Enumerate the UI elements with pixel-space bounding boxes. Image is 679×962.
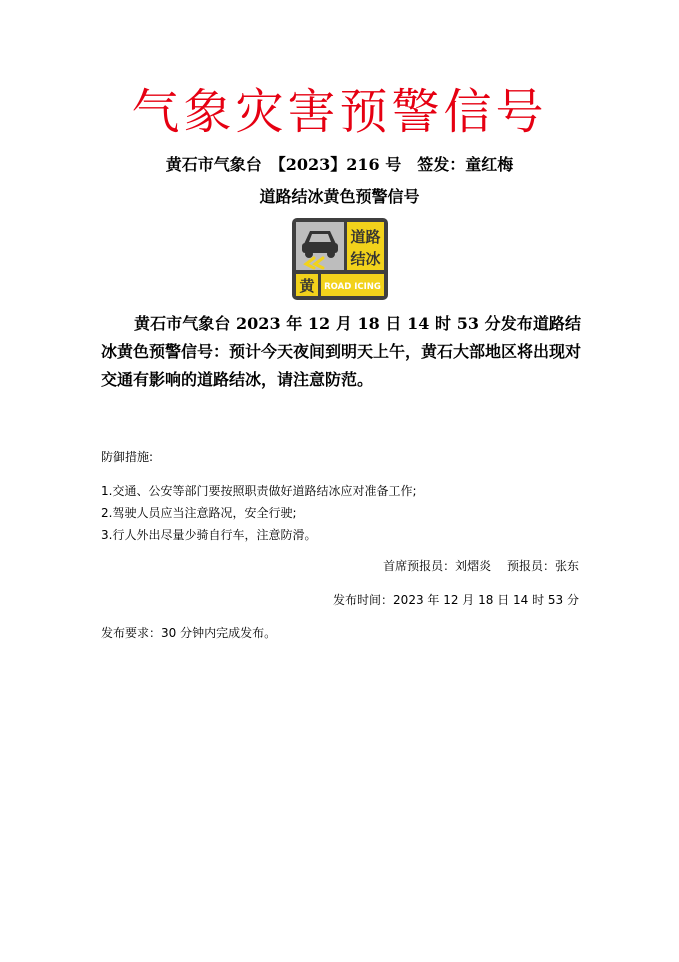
publish-time: 发布时间：2023 年 12 月 18 日 14 时 53 分	[333, 593, 579, 607]
warning-body-text: 黄石市气象台 2023 年 12 月 18 日 14 时 53 分发布道路结冰黄色预警信号：预计今天夜间到明天上午，黄石大部地区将出现对交通有影响的道路结冰，请注意防范。	[101, 314, 582, 389]
measure-item: 2.驾驶人员应当注意路况，安全行驶;	[101, 506, 297, 520]
signal-name: 道路结冰黄色预警信号	[259, 187, 420, 206]
measure-item: 1.交通、公安等部门要按照职责做好道路结冰应对准备工作;	[101, 484, 417, 498]
publish-requirement: 发布要求：30 分钟内完成发布。	[101, 626, 277, 640]
issuer-line: 黄石市气象台 【2023】216 号 签发：童红梅	[165, 155, 514, 174]
icon-text-top-2: 结冰	[350, 250, 381, 268]
measures-list	[101, 480, 581, 546]
measures-heading: 防御措施:	[101, 450, 154, 464]
forecasters-line: 首席预报员：刘熠炎 预报员：张东	[383, 559, 579, 573]
measure-item: 3.行人外出尽量少骑自行车，注意防滑。	[101, 528, 317, 542]
icon-level-char: 黄	[299, 277, 315, 295]
icon-english-label: ROAD ICING	[324, 282, 381, 292]
road-icing-yellow-icon	[292, 218, 388, 300]
page-title: 气象灾害预警信号	[131, 84, 548, 140]
icon-text-top-1: 道路	[350, 228, 381, 246]
